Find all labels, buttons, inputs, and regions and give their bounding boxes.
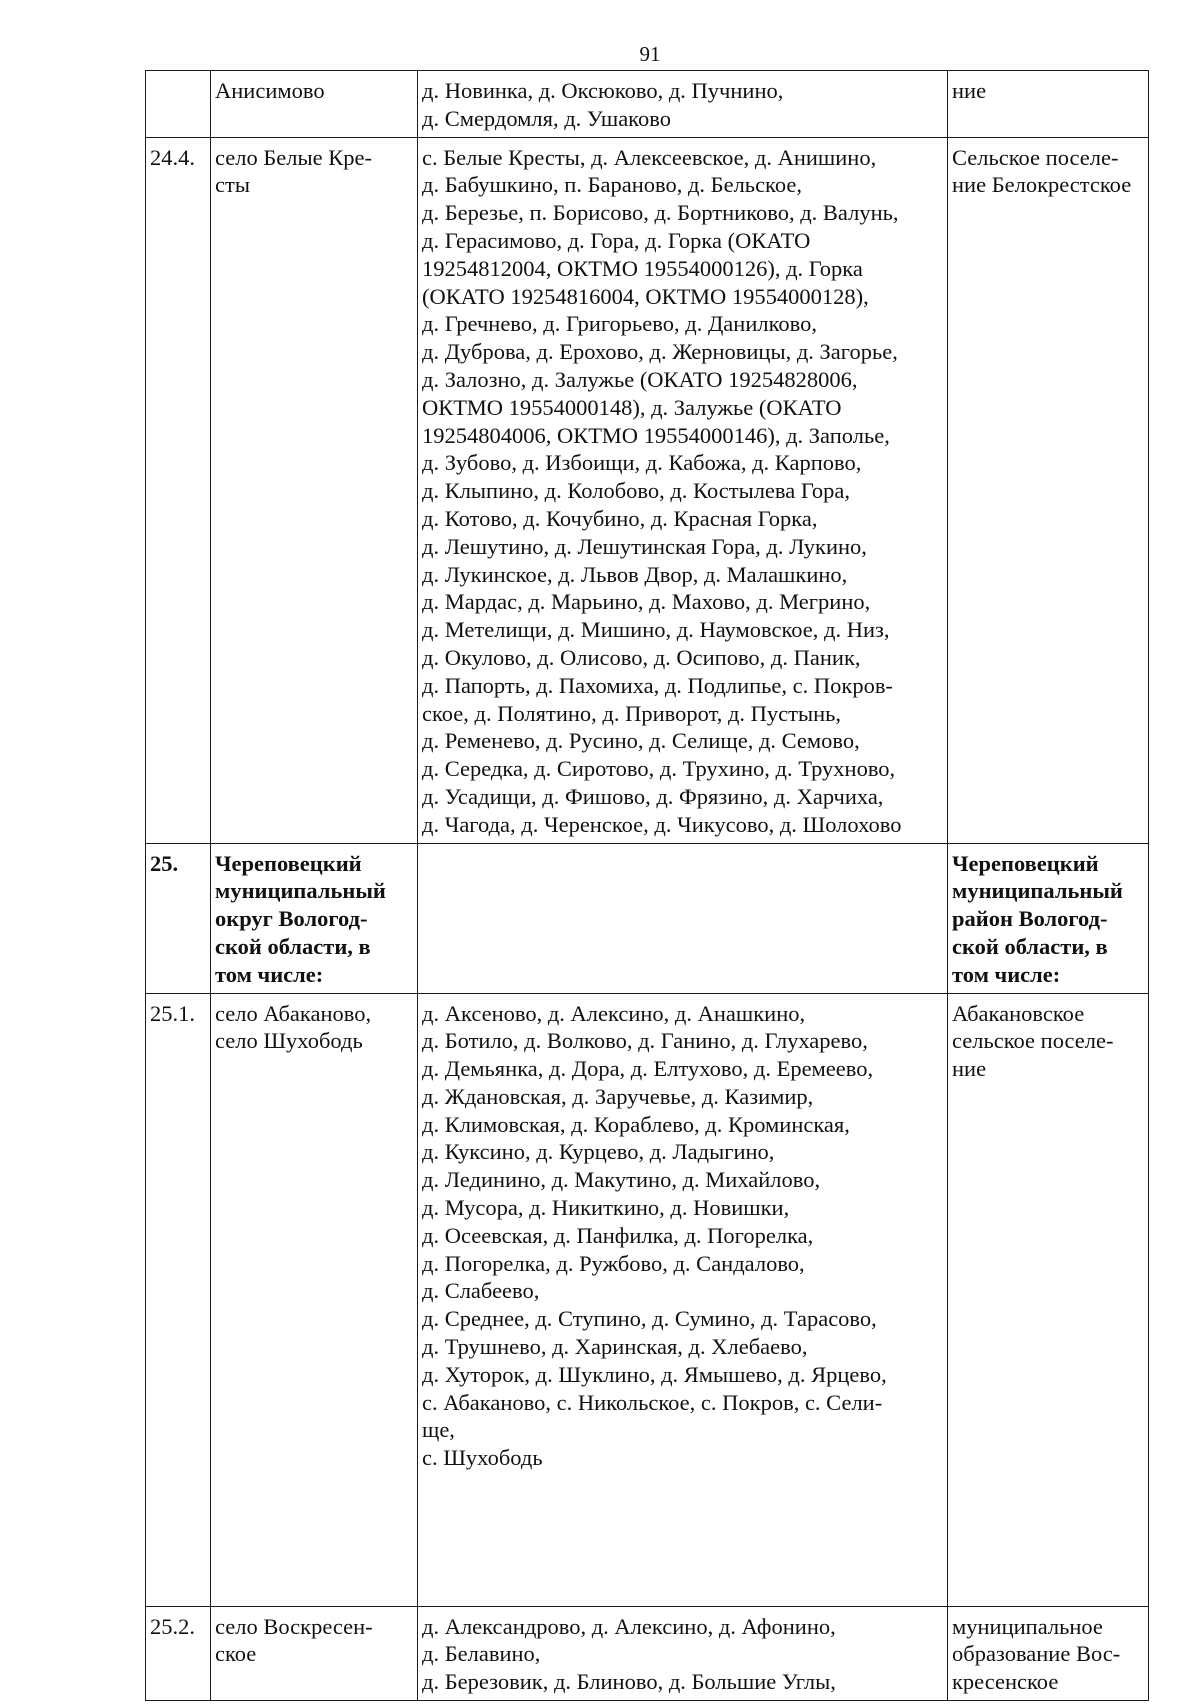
cell-line: д. Мусора, д. Никиткино, д. Новишки,: [422, 1195, 790, 1221]
number-cell: [146, 993, 211, 1606]
cell-line: д. Березовик, д. Блиново, д. Большие Углы,: [422, 1669, 836, 1695]
cell-line: д. Лединино, д. Макутино, д. Михайлово,: [422, 1167, 821, 1193]
number-cell: [146, 843, 211, 993]
settlements-cell: [418, 843, 948, 993]
row-number: 25.: [150, 850, 179, 876]
settlements-cell: [418, 71, 948, 138]
table-row: [146, 843, 1149, 993]
municipality-cell: [948, 71, 1149, 138]
name-cell: [211, 843, 418, 993]
cell-line: (ОКАТО 19254816004, ОКТМО 19554000128),: [422, 283, 869, 309]
cell-line: д. Трушнево, д. Харинская, д. Хлебаево,: [422, 1334, 808, 1360]
cell-line: д. Котово, д. Кочубино, д. Красная Горка,: [422, 505, 818, 531]
cell-line: ОКТМО 19554000148), д. Залужье (ОКАТО: [422, 394, 842, 420]
table-row: [146, 993, 1149, 1606]
cell-line: д. Гречнево, д. Григорьево, д. Данилково,: [422, 311, 817, 337]
cell-line: с. Белые Кресты, д. Алексеевское, д. Анишино,: [422, 144, 877, 170]
cell-line: 19254812004, ОКТМО 19554000126), д. Горка: [422, 255, 863, 281]
cell-line: с. Шухободь: [422, 1445, 543, 1471]
cell-line: 19254804006, ОКТМО 19554000146), д. Заполье,: [422, 422, 890, 448]
cell-line: д. Ременево, д. Русино, д. Селище, д. Семово,: [422, 728, 860, 754]
municipality-cell: [948, 843, 1149, 993]
settlements-cell: [418, 1606, 948, 1700]
cell-line: д. Ждановская, д. Заручевье, д. Казимир,: [422, 1083, 814, 1109]
cell-line: том числе:: [215, 961, 324, 987]
cell-line: д. Белавино,: [422, 1641, 541, 1667]
cell-line: село Абаканово,: [215, 1000, 372, 1026]
cell-line: д. Хуторок, д. Шуклино, д. Ямышево, д. Ярцево,: [422, 1361, 887, 1387]
cell-line: ние: [952, 78, 987, 103]
cell-line: Череповецкий: [215, 850, 362, 876]
cell-line: д. Новинка, д. Оксюково, д. Пучнино,: [422, 78, 784, 103]
cell-line: ское: [215, 1641, 257, 1667]
table-row: [146, 1606, 1149, 1700]
cell-line: д. Среднее, д. Ступино, д. Сумино, д. Тарасово,: [422, 1306, 877, 1332]
cell-line: Сельское поселе-: [952, 144, 1119, 170]
cell-line: муниципальный: [952, 878, 1123, 904]
cell-line: д. Осеевская, д. Панфилка, д. Погорелка,: [422, 1222, 814, 1248]
cell-line: муниципальное: [952, 1613, 1103, 1639]
cell-line: д. Климовская, д. Кораблево, д. Кроминская,: [422, 1111, 850, 1137]
number-cell: [146, 71, 211, 138]
row-number: 25.1.: [150, 1000, 195, 1026]
cell-line: с. Абаканово, с. Никольское, с. Покров, с. Сели-: [422, 1389, 883, 1415]
number-cell: [146, 1606, 211, 1700]
cell-line: село Шухободь: [215, 1028, 363, 1054]
cell-line: д. Аксеново, д. Алексино, д. Анашкино,: [422, 1000, 806, 1026]
number-cell: [146, 137, 211, 843]
settlements-cell: [418, 993, 948, 1606]
row-number: 25.2.: [150, 1613, 195, 1639]
name-cell: [211, 137, 418, 843]
cell-line: ние: [952, 1056, 987, 1082]
cell-line: д. Мардас, д. Марьино, д. Махово, д. Мегрино,: [422, 589, 871, 615]
cell-line: д. Слабеево,: [422, 1278, 540, 1304]
cell-line: д. Куксино, д. Курцево, д. Ладыгино,: [422, 1139, 775, 1165]
cell-line: д. Александрово, д. Алексино, д. Афонино,: [422, 1613, 836, 1639]
cell-line: д. Зубово, д. Избоищи, д. Кабожа, д. Карпово,: [422, 450, 862, 476]
cell-line: д. Усадищи, д. Фишово, д. Фрязино, д. Харчиха,: [422, 783, 884, 809]
cell-line: д. Лешутино, д. Лешутинская Гора, д. Лукино,: [422, 533, 867, 559]
cell-line: округ Вологод-: [215, 906, 368, 932]
row-number: 24.4.: [150, 144, 195, 170]
cell-line: д. Папорть, д. Пахомиха, д. Подлипье, с. Покров-: [422, 672, 893, 698]
cell-line: район Вологод-: [952, 906, 1108, 932]
cell-line: Абакановское: [952, 1000, 1085, 1026]
table-row: [146, 71, 1149, 138]
cell-line: д. Березье, п. Борисово, д. Бортниково, д. Валунь,: [422, 200, 899, 226]
cell-line: ской области, в: [215, 933, 371, 959]
cell-line: сты: [215, 172, 250, 198]
cell-line: д. Чагода, д. Черенское, д. Чикусово, д. Шолохово: [422, 811, 902, 837]
cell-line: д. Окулово, д. Олисово, д. Осипово, д. Паник,: [422, 644, 861, 670]
cell-line: д. Клыпино, д. Колобово, д. Костылева Гора,: [422, 478, 850, 504]
cell-line: ние Белокрестское: [952, 172, 1132, 198]
cell-line: д. Бабушкино, п. Бараново, д. Бельское,: [422, 172, 802, 198]
page-number: 91: [639, 42, 661, 66]
cell-line: село Белые Кре-: [215, 144, 372, 170]
cell-line: д. Лукинское, д. Львов Двор, д. Малашкино,: [422, 561, 848, 587]
table-row: [146, 137, 1149, 843]
cell-line: д. Погорелка, д. Ружбово, д. Сандалово,: [422, 1250, 805, 1276]
cell-line: ской области, в: [952, 933, 1108, 959]
cell-line: ще,: [422, 1417, 455, 1443]
cell-line: д. Метелищи, д. Мишино, д. Наумовское, д. Низ,: [422, 617, 890, 643]
cell-line: д. Герасимово, д. Гора, д. Горка (ОКАТО: [422, 227, 811, 253]
cell-line: том числе:: [952, 961, 1061, 987]
name-cell: [211, 993, 418, 1606]
cell-line: село Воскресен-: [215, 1613, 373, 1639]
cell-line: муниципальный: [215, 878, 386, 904]
name-cell: [211, 1606, 418, 1700]
cell-line: Анисимово: [215, 78, 325, 103]
cell-line: д. Дуброва, д. Ерохово, д. Жерновицы, д. Загорье,: [422, 339, 898, 365]
municipality-cell: [948, 1606, 1149, 1700]
cell-line: д. Середка, д. Сиротово, д. Трухино, д. Трухново,: [422, 756, 896, 782]
cell-line: д. Демьянка, д. Дора, д. Елтухово, д. Еремеево,: [422, 1056, 874, 1082]
municipality-cell: [948, 993, 1149, 1606]
municipality-cell: [948, 137, 1149, 843]
cell-line: д. Ботило, д. Волково, д. Ганино, д. Глухарево,: [422, 1028, 868, 1054]
settlements-cell: [418, 137, 948, 843]
settlements-table: [145, 70, 1149, 1701]
name-cell: [211, 71, 418, 138]
cell-line: сельское поселе-: [952, 1028, 1114, 1054]
cell-line: образование Вос-: [952, 1641, 1121, 1667]
cell-line: ское, д. Полятино, д. Приворот, д. Пустынь,: [422, 700, 842, 726]
cell-line: Череповецкий: [952, 850, 1099, 876]
cell-line: д. Смердомля, д. Ушаково: [422, 105, 671, 131]
cell-line: кресенское: [952, 1669, 1059, 1695]
cell-line: д. Залозно, д. Залужье (ОКАТО 19254828006,: [422, 366, 858, 392]
